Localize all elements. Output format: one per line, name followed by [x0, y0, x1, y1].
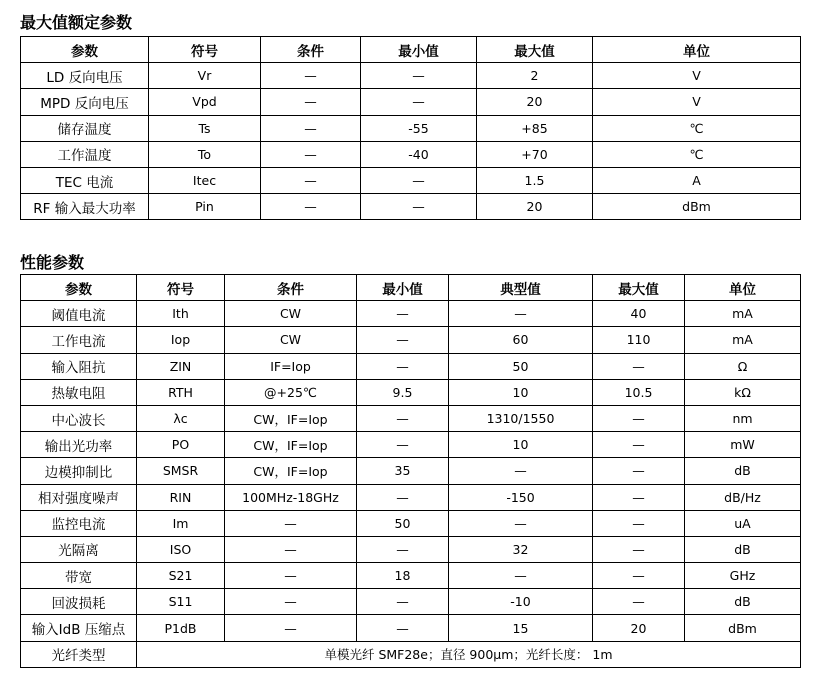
cell-unit: dB/Hz [685, 484, 801, 510]
cell-condition: CW，IF=Iop [225, 458, 357, 484]
cell-max: — [593, 458, 685, 484]
cell-unit: V [593, 63, 801, 89]
cell-param: 输入IdB 压缩点 [21, 615, 137, 641]
cell-param: 热敏电阻 [21, 379, 137, 405]
cell-condition: — [261, 167, 361, 193]
col-header-min: 最小值 [361, 37, 477, 63]
cell-unit: dB [685, 458, 801, 484]
cell-condition: — [225, 510, 357, 536]
cell-max: — [593, 432, 685, 458]
cell-param: LD 反向电压 [21, 63, 149, 89]
col-header-typ: 典型值 [449, 275, 593, 301]
cell-unit: V [593, 89, 801, 115]
cell-unit: nm [685, 405, 801, 431]
cell-min: -55 [361, 115, 477, 141]
cell-typ: 10 [449, 432, 593, 458]
cell-symbol: ZIN [137, 353, 225, 379]
cell-max: 2 [477, 63, 593, 89]
cell-min: -40 [361, 141, 477, 167]
cell-param: 输入阻抗 [21, 353, 137, 379]
table-row [21, 115, 801, 141]
cell-symbol: Ts [149, 115, 261, 141]
cell-unit: uA [685, 510, 801, 536]
cell-condition: — [225, 615, 357, 641]
cell-min: — [357, 615, 449, 641]
table-row [21, 563, 801, 589]
cell-max: 20 [477, 89, 593, 115]
col-header-max: 最大值 [593, 275, 685, 301]
cell-condition: CW [225, 327, 357, 353]
cell-condition: 100MHz-18GHz [225, 484, 357, 510]
cell-max: — [593, 563, 685, 589]
cell-min: — [357, 536, 449, 562]
table-row [21, 141, 801, 167]
cell-min: 35 [357, 458, 449, 484]
cell-unit: kΩ [685, 379, 801, 405]
cell-condition: — [261, 115, 361, 141]
cell-condition: — [261, 89, 361, 115]
cell-unit: dB [685, 536, 801, 562]
cell-param: 相对强度噪声 [21, 484, 137, 510]
cell-param: 中心波长 [21, 405, 137, 431]
cell-max: — [593, 589, 685, 615]
cell-symbol: Vpd [149, 89, 261, 115]
cell-typ: -150 [449, 484, 593, 510]
cell-min: 50 [357, 510, 449, 536]
cell-max: — [593, 405, 685, 431]
col-header-param: 参数 [21, 37, 149, 63]
table-row [21, 167, 801, 193]
cell-condition: — [261, 63, 361, 89]
cell-symbol: Itec [149, 167, 261, 193]
table-row [21, 589, 801, 615]
cell-max: 20 [477, 194, 593, 220]
cell-unit: dB [685, 589, 801, 615]
cell-condition: CW，IF=Iop [225, 405, 357, 431]
table-row [21, 379, 801, 405]
cell-max: 20 [593, 615, 685, 641]
table-row [21, 510, 801, 536]
cell-symbol: S11 [137, 589, 225, 615]
fiber-type-value: 单模光纤 SMF28e；直径 900μm；光纤长度： 1m [137, 641, 801, 667]
cell-condition: — [261, 141, 361, 167]
cell-condition: CW [225, 301, 357, 327]
cell-param: RF 输入最大功率 [21, 194, 149, 220]
cell-min: 18 [357, 563, 449, 589]
cell-unit: mA [685, 301, 801, 327]
cell-symbol: Ith [137, 301, 225, 327]
cell-symbol: RTH [137, 379, 225, 405]
abs-max-table [20, 36, 801, 220]
table-row [21, 327, 801, 353]
cell-min: — [357, 353, 449, 379]
performance-header-row [21, 275, 801, 301]
cell-typ: 32 [449, 536, 593, 562]
cell-condition: @+25℃ [225, 379, 357, 405]
cell-min: — [357, 432, 449, 458]
col-header-min: 最小值 [357, 275, 449, 301]
cell-max: 1.5 [477, 167, 593, 193]
cell-symbol: To [149, 141, 261, 167]
cell-typ: — [449, 458, 593, 484]
table-row [21, 194, 801, 220]
cell-typ: -10 [449, 589, 593, 615]
col-header-condition: 条件 [225, 275, 357, 301]
cell-condition: — [225, 536, 357, 562]
performance-table [20, 274, 801, 668]
cell-typ: 15 [449, 615, 593, 641]
table-row [21, 353, 801, 379]
col-header-condition: 条件 [261, 37, 361, 63]
cell-unit: GHz [685, 563, 801, 589]
cell-typ: — [449, 510, 593, 536]
cell-max: 10.5 [593, 379, 685, 405]
cell-typ: 50 [449, 353, 593, 379]
cell-symbol: P1dB [137, 615, 225, 641]
cell-min: — [357, 484, 449, 510]
cell-min: — [361, 63, 477, 89]
cell-condition: — [225, 589, 357, 615]
cell-condition: — [261, 194, 361, 220]
cell-max: 110 [593, 327, 685, 353]
cell-min: — [361, 167, 477, 193]
table-row [21, 615, 801, 641]
abs-max-title: 最大值额定参数 [20, 13, 133, 32]
table-row [21, 432, 801, 458]
cell-unit: dBm [685, 615, 801, 641]
cell-unit: ℃ [593, 141, 801, 167]
cell-unit: mA [685, 327, 801, 353]
cell-symbol: Vr [149, 63, 261, 89]
table-row [21, 536, 801, 562]
table-row [21, 301, 801, 327]
cell-symbol: ISO [137, 536, 225, 562]
cell-max: — [593, 353, 685, 379]
cell-condition: — [225, 563, 357, 589]
cell-typ: — [449, 563, 593, 589]
cell-min: — [361, 89, 477, 115]
col-header-unit: 单位 [593, 37, 801, 63]
cell-param: 监控电流 [21, 510, 137, 536]
cell-unit: ℃ [593, 115, 801, 141]
cell-param: 储存温度 [21, 115, 149, 141]
cell-param: 工作电流 [21, 327, 137, 353]
col-header-unit: 单位 [685, 275, 801, 301]
cell-condition: CW，IF=Iop [225, 432, 357, 458]
fiber-type-row [21, 641, 801, 667]
cell-condition: IF=Iop [225, 353, 357, 379]
cell-min: 9.5 [357, 379, 449, 405]
cell-param: 边模抑制比 [21, 458, 137, 484]
cell-param: TEC 电流 [21, 167, 149, 193]
col-header-max: 最大值 [477, 37, 593, 63]
cell-param: 阈值电流 [21, 301, 137, 327]
cell-max: +85 [477, 115, 593, 141]
abs-max-header-row [21, 37, 801, 63]
cell-max: — [593, 510, 685, 536]
cell-symbol: λc [137, 405, 225, 431]
cell-max: — [593, 484, 685, 510]
cell-min: — [357, 301, 449, 327]
cell-typ: 10 [449, 379, 593, 405]
fiber-type-label: 光纤类型 [21, 641, 137, 667]
cell-typ: — [449, 301, 593, 327]
cell-min: — [357, 405, 449, 431]
cell-symbol: PO [137, 432, 225, 458]
table-row [21, 484, 801, 510]
col-header-param: 参数 [21, 275, 137, 301]
cell-param: 光隔离 [21, 536, 137, 562]
col-header-symbol: 符号 [149, 37, 261, 63]
cell-symbol: RIN [137, 484, 225, 510]
cell-min: — [357, 589, 449, 615]
cell-symbol: Iop [137, 327, 225, 353]
cell-param: 输出光功率 [21, 432, 137, 458]
performance-title: 性能参数 [20, 253, 85, 272]
cell-symbol: SMSR [137, 458, 225, 484]
table-row [21, 89, 801, 115]
cell-max: +70 [477, 141, 593, 167]
cell-unit: dBm [593, 194, 801, 220]
col-header-symbol: 符号 [137, 275, 225, 301]
cell-param: 工作温度 [21, 141, 149, 167]
cell-max: — [593, 536, 685, 562]
cell-min: — [361, 194, 477, 220]
cell-typ: 1310/1550 [449, 405, 593, 431]
cell-unit: mW [685, 432, 801, 458]
cell-symbol: Im [137, 510, 225, 536]
cell-max: 40 [593, 301, 685, 327]
table-row [21, 458, 801, 484]
cell-unit: A [593, 167, 801, 193]
cell-unit: Ω [685, 353, 801, 379]
cell-param: MPD 反向电压 [21, 89, 149, 115]
table-row [21, 63, 801, 89]
cell-symbol: S21 [137, 563, 225, 589]
cell-typ: 60 [449, 327, 593, 353]
cell-param: 回波损耗 [21, 589, 137, 615]
cell-min: — [357, 327, 449, 353]
cell-symbol: Pin [149, 194, 261, 220]
cell-param: 带宽 [21, 563, 137, 589]
table-row [21, 405, 801, 431]
